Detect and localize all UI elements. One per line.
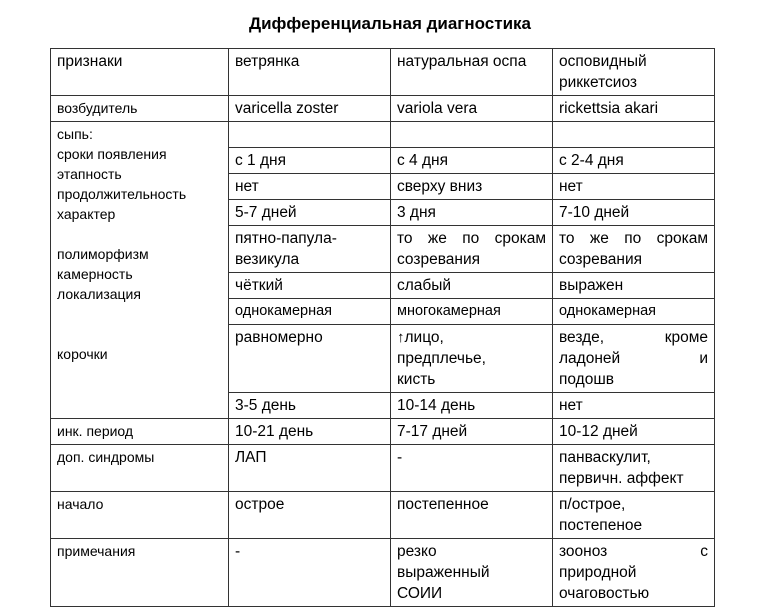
table-cell: нет — [229, 174, 391, 200]
cell-text: лицо, — [404, 329, 444, 346]
up-arrow-icon: ↑ — [397, 329, 405, 346]
cell-line: пятно-папула- — [235, 230, 337, 247]
header-cell-signs: признаки — [51, 49, 229, 96]
cell-line — [397, 327, 546, 348]
table-cell: с 1 дня — [229, 148, 391, 174]
table-cell: слабый — [391, 273, 553, 299]
cell-line: ладоней и — [559, 350, 708, 367]
table-cell: 7-10 дней — [553, 200, 715, 226]
cell-line: панваскулит, — [559, 449, 651, 466]
table-cell: 7-17 дней — [391, 419, 553, 445]
rash-label: камерность — [57, 266, 133, 282]
table-cell: 3 дня — [391, 200, 553, 226]
table-cell: однокамерная — [553, 299, 715, 325]
cell-line: первичн. аффект — [559, 470, 684, 487]
table-cell — [391, 226, 553, 273]
row-label: начало — [51, 492, 229, 539]
row-label: примечания — [51, 539, 229, 607]
table-row-agent — [51, 96, 715, 122]
spacer — [57, 224, 222, 244]
cell-line: везде, кроме — [559, 329, 708, 346]
header-line: риккетсиоз — [559, 74, 638, 91]
page-title: Дифференциальная диагностика — [248, 14, 532, 33]
table-cell: равномерно — [229, 325, 391, 393]
table-cell — [553, 226, 715, 273]
table-cell: чёткий — [229, 273, 391, 299]
rash-label: полиморфизм — [57, 246, 149, 262]
table-cell: 5-7 дней — [229, 200, 391, 226]
cell-line: природной — [559, 564, 637, 581]
table-row-onset — [51, 492, 715, 539]
header-line: осповидный — [559, 53, 647, 70]
table-cell: нет — [553, 393, 715, 419]
table-cell-empty — [391, 122, 553, 148]
table-cell: острое — [229, 492, 391, 539]
rash-label: сыпь: — [57, 126, 93, 142]
rash-label: сроки появления — [57, 146, 167, 162]
cell-line: подошв — [559, 371, 615, 388]
table-cell: ЛАП — [229, 445, 391, 492]
table-row-header — [51, 49, 715, 96]
table-cell — [391, 325, 553, 393]
table-cell — [229, 226, 391, 273]
cell-line: предплечье, — [397, 350, 486, 367]
table-cell-empty — [553, 122, 715, 148]
rash-label: продолжительность — [57, 186, 187, 202]
spacer — [57, 304, 222, 324]
row-label: инк. период — [51, 419, 229, 445]
table-cell: rickettsia akari — [553, 96, 715, 122]
rash-label: характер — [57, 206, 116, 222]
table-cell: однокамерная — [229, 299, 391, 325]
table-cell: 10-12 дней — [553, 419, 715, 445]
rash-label: этапность — [57, 166, 122, 182]
table-cell — [553, 325, 715, 393]
cell-line: то же по срокам — [397, 230, 546, 247]
table-cell: постепенное — [391, 492, 553, 539]
table-cell: 10-21 день — [229, 419, 391, 445]
cell-line: созревания — [397, 251, 481, 268]
table-cell: многокамерная — [391, 299, 553, 325]
table-cell-empty — [229, 122, 391, 148]
spacer — [57, 324, 222, 344]
header-cell-chickenpox: ветрянка — [229, 49, 391, 96]
cell-line: созревания — [559, 251, 643, 268]
cell-line: то же по срокам — [559, 230, 708, 247]
row-label: доп. синдромы — [51, 445, 229, 492]
table-cell: нет — [553, 174, 715, 200]
table-row-notes — [51, 539, 715, 607]
rash-label: локализация — [57, 286, 141, 302]
table-cell: - — [391, 445, 553, 492]
header-cell-rickettsialpox — [553, 49, 715, 96]
cell-line: резко — [397, 543, 437, 560]
rash-label: корочки — [57, 346, 108, 362]
row-label: возбудитель — [51, 96, 229, 122]
table-cell: 3-5 день — [229, 393, 391, 419]
cell-line: постепеное — [559, 517, 643, 534]
header-cell-smallpox: натуральная оспа — [391, 49, 553, 96]
table-row-rash-heading — [51, 122, 715, 148]
cell-line: п/острое, — [559, 496, 626, 513]
cell-line: зооноз с — [559, 543, 708, 560]
table-cell: - — [229, 539, 391, 607]
table-row-syndromes — [51, 445, 715, 492]
cell-line: очаговостью — [559, 585, 650, 602]
table-row-incubation — [51, 419, 715, 445]
diagnosis-table — [50, 48, 715, 607]
table-cell: сверху вниз — [391, 174, 553, 200]
table-cell: с 2-4 дня — [553, 148, 715, 174]
table-cell: 10-14 день — [391, 393, 553, 419]
cell-line: выраженный — [397, 564, 490, 581]
table-cell — [553, 492, 715, 539]
table-cell — [391, 539, 553, 607]
cell-line: СОИИ — [397, 585, 443, 602]
table-cell: varicella zoster — [229, 96, 391, 122]
cell-line: кисть — [397, 371, 436, 388]
table-cell: выражен — [553, 273, 715, 299]
rash-labels-cell — [51, 122, 229, 419]
cell-line: везикула — [235, 251, 300, 268]
table-cell — [553, 445, 715, 492]
table-cell: variola vera — [391, 96, 553, 122]
table-cell: с 4 дня — [391, 148, 553, 174]
table-cell — [553, 539, 715, 607]
